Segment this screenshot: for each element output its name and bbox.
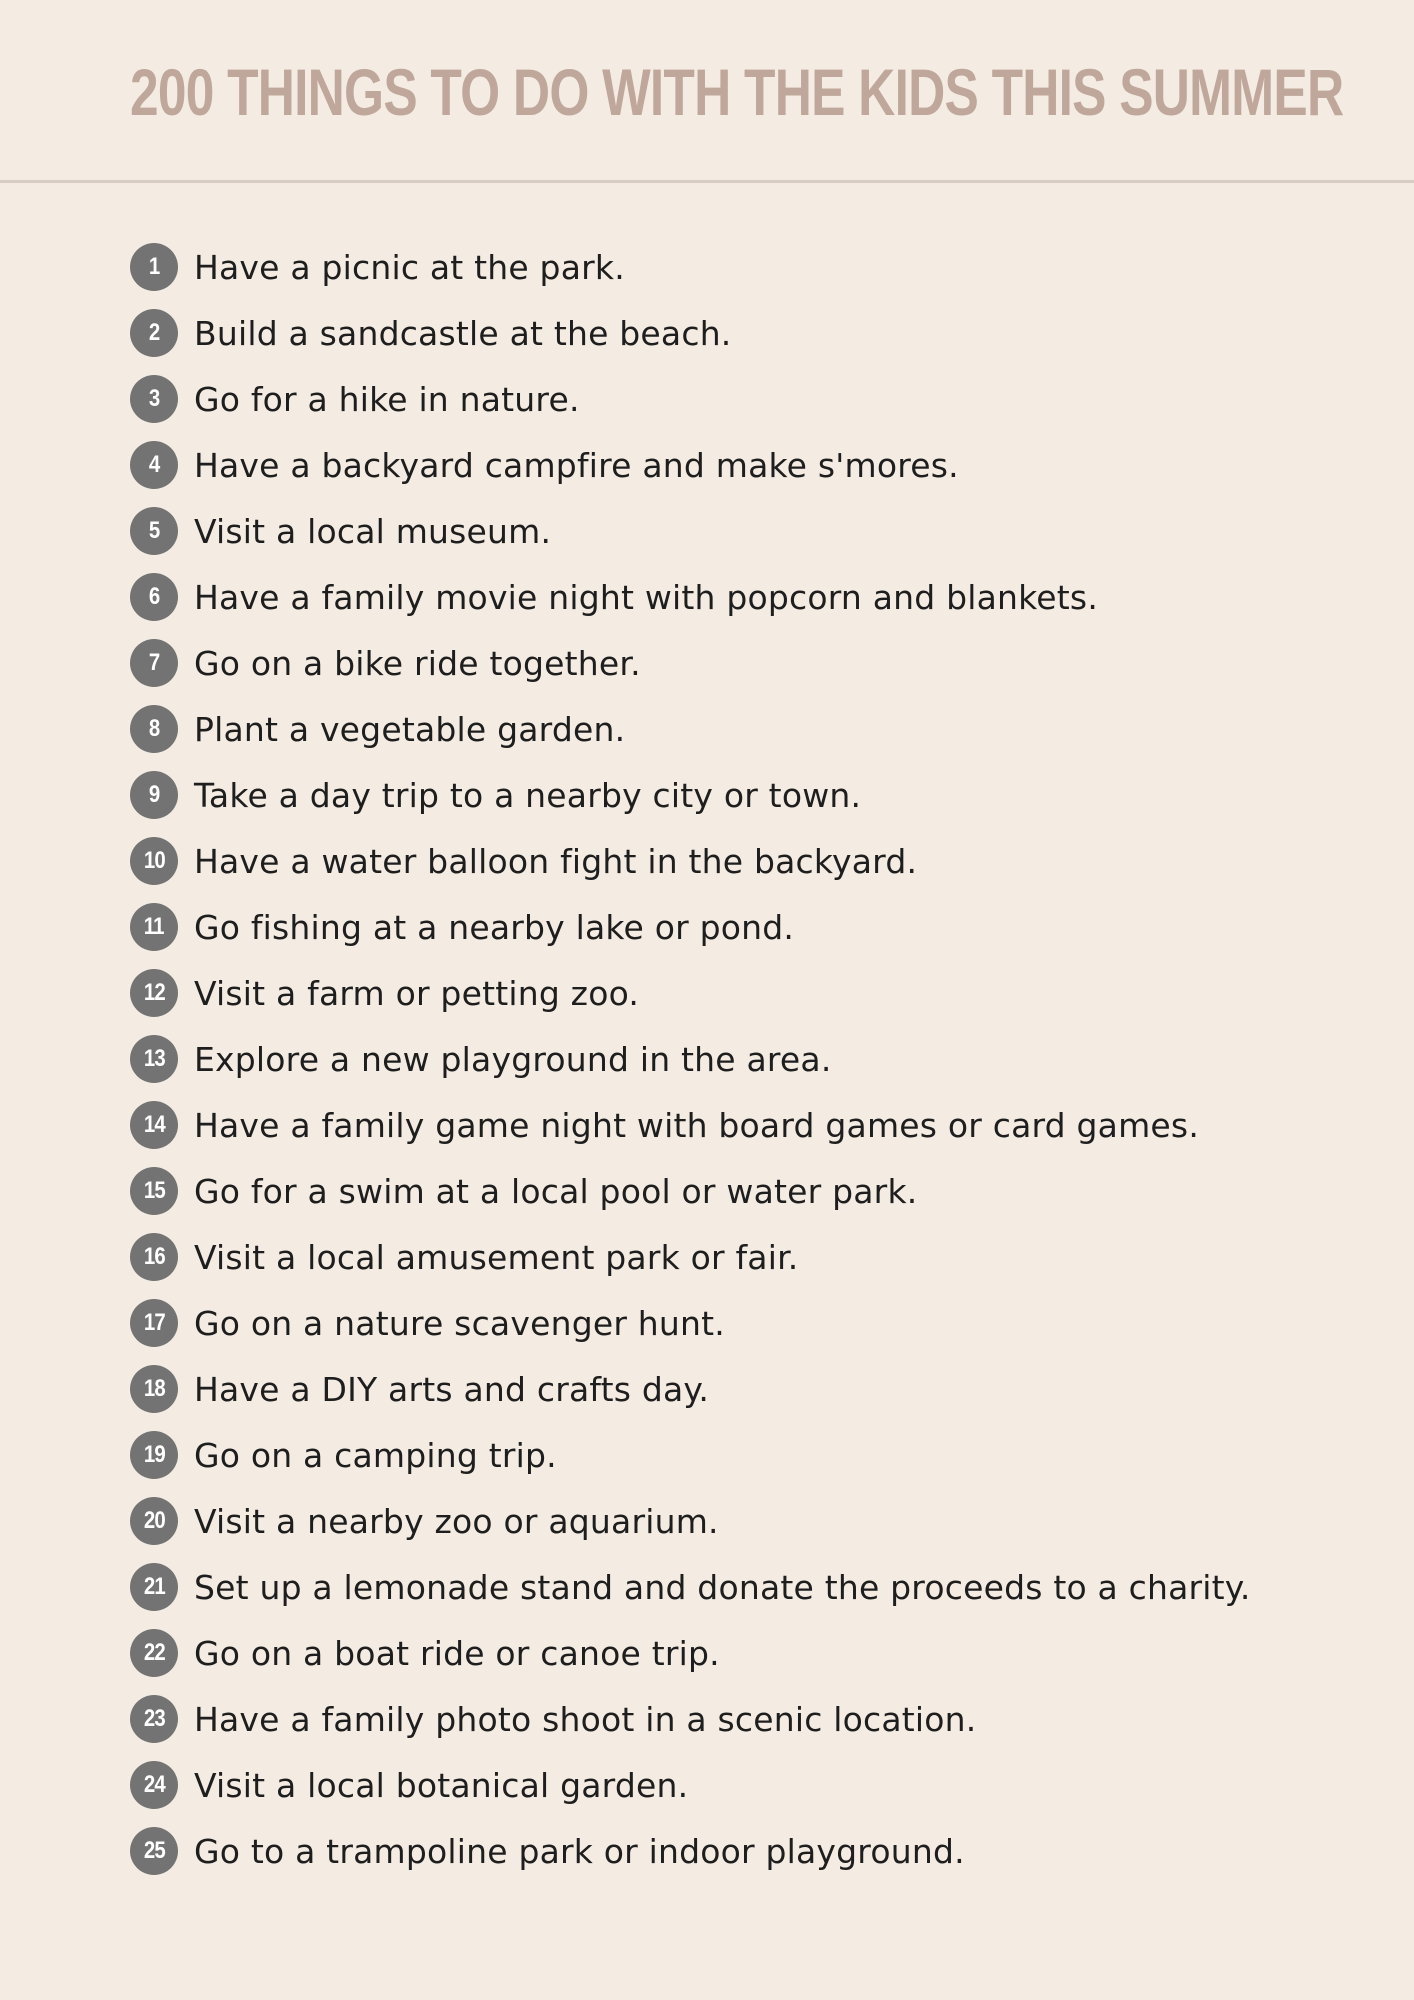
list-item (130, 828, 1251, 894)
number-badge (130, 1761, 178, 1809)
number-badge (130, 243, 178, 291)
list-item (130, 894, 1251, 960)
item-text: Go on a boat ride or canoe trip. (194, 1633, 720, 1673)
number-badge (130, 309, 178, 357)
item-number: 17 (143, 1309, 165, 1336)
item-text: Go to a trampoline park or indoor playground. (194, 1831, 965, 1871)
list-item (130, 234, 1251, 300)
number-badge (130, 573, 178, 621)
item-number: 9 (148, 781, 160, 808)
header-divider (0, 180, 1414, 183)
item-number: 5 (148, 517, 160, 544)
item-number: 12 (143, 979, 165, 1006)
item-text: Go fishing at a nearby lake or pond. (194, 907, 795, 947)
list-item (130, 1818, 1251, 1884)
item-number: 1 (148, 253, 160, 280)
item-text: Take a day trip to a nearby city or town. (194, 775, 862, 815)
list-item (130, 1224, 1251, 1290)
item-text: Have a DIY arts and crafts day. (194, 1369, 710, 1409)
item-text: Have a water balloon fight in the backyard. (194, 841, 918, 881)
item-text: Visit a local museum. (194, 511, 552, 551)
number-badge (130, 1695, 178, 1743)
list-item (130, 1752, 1251, 1818)
number-badge (130, 1299, 178, 1347)
number-badge (130, 705, 178, 753)
item-number: 16 (143, 1243, 165, 1270)
number-badge (130, 837, 178, 885)
item-text: Go on a bike ride together. (194, 643, 641, 683)
number-badge (130, 1629, 178, 1677)
item-number: 3 (148, 385, 160, 412)
number-badge (130, 375, 178, 423)
list-item (130, 1620, 1251, 1686)
item-number: 22 (143, 1639, 165, 1666)
item-number: 19 (143, 1441, 165, 1468)
list-item (130, 564, 1251, 630)
number-badge (130, 1365, 178, 1413)
item-number: 18 (143, 1375, 165, 1402)
item-text: Build a sandcastle at the beach. (194, 313, 732, 353)
item-text: Go on a camping trip. (194, 1435, 557, 1475)
number-badge (130, 1431, 178, 1479)
list-item (130, 366, 1251, 432)
list-item (130, 1554, 1251, 1620)
item-text: Visit a farm or petting zoo. (194, 973, 640, 1013)
number-badge (130, 1497, 178, 1545)
list-item (130, 1488, 1251, 1554)
item-number: 2 (148, 319, 160, 346)
list-item (130, 1290, 1251, 1356)
activity-list (130, 234, 1251, 1884)
item-number: 10 (143, 847, 165, 874)
item-text: Have a family photo shoot in a scenic location. (194, 1699, 977, 1739)
list-item (130, 1026, 1251, 1092)
list-item (130, 630, 1251, 696)
item-number: 15 (143, 1177, 165, 1204)
item-text: Visit a local amusement park or fair. (194, 1237, 799, 1277)
item-number: 8 (148, 715, 160, 742)
list-item (130, 498, 1251, 564)
item-number: 25 (143, 1837, 165, 1864)
item-text: Go on a nature scavenger hunt. (194, 1303, 725, 1343)
list-item (130, 1356, 1251, 1422)
item-number: 20 (143, 1507, 165, 1534)
list-item (130, 696, 1251, 762)
number-badge (130, 1563, 178, 1611)
number-badge (130, 1101, 178, 1149)
item-text: Go for a swim at a local pool or water park. (194, 1171, 918, 1211)
item-text: Have a backyard campfire and make s'mores. (194, 445, 959, 485)
item-text: Have a family movie night with popcorn and blankets. (194, 577, 1099, 617)
list-item (130, 1158, 1251, 1224)
list-item (130, 432, 1251, 498)
item-text: Have a picnic at the park. (194, 247, 625, 287)
item-text: Explore a new playground in the area. (194, 1039, 832, 1079)
list-item (130, 960, 1251, 1026)
list-item (130, 1422, 1251, 1488)
number-badge (130, 639, 178, 687)
number-badge (130, 507, 178, 555)
page-title: 200 THINGS TO DO WITH THE KIDS THIS SUMMER (130, 55, 1344, 129)
item-number: 6 (148, 583, 160, 610)
item-text: Have a family game night with board games or card games. (194, 1105, 1200, 1145)
item-text: Plant a vegetable garden. (194, 709, 626, 749)
number-badge (130, 1233, 178, 1281)
item-number: 13 (143, 1045, 165, 1072)
item-text: Set up a lemonade stand and donate the proceeds to a charity. (194, 1567, 1251, 1607)
page-header (0, 0, 1414, 180)
number-badge (130, 903, 178, 951)
item-number: 7 (148, 649, 160, 676)
number-badge (130, 1035, 178, 1083)
item-number: 23 (143, 1705, 165, 1732)
list-item (130, 1092, 1251, 1158)
number-badge (130, 1167, 178, 1215)
item-text: Visit a nearby zoo or aquarium. (194, 1501, 719, 1541)
item-number: 4 (148, 451, 160, 478)
number-badge (130, 771, 178, 819)
list-item (130, 1686, 1251, 1752)
number-badge (130, 969, 178, 1017)
item-text: Go for a hike in nature. (194, 379, 580, 419)
item-text: Visit a local botanical garden. (194, 1765, 689, 1805)
item-number: 14 (143, 1111, 165, 1138)
item-number: 24 (143, 1771, 165, 1798)
number-badge (130, 441, 178, 489)
item-number: 11 (144, 913, 164, 940)
item-number: 21 (143, 1573, 165, 1600)
list-item (130, 762, 1251, 828)
list-item (130, 300, 1251, 366)
number-badge (130, 1827, 178, 1875)
